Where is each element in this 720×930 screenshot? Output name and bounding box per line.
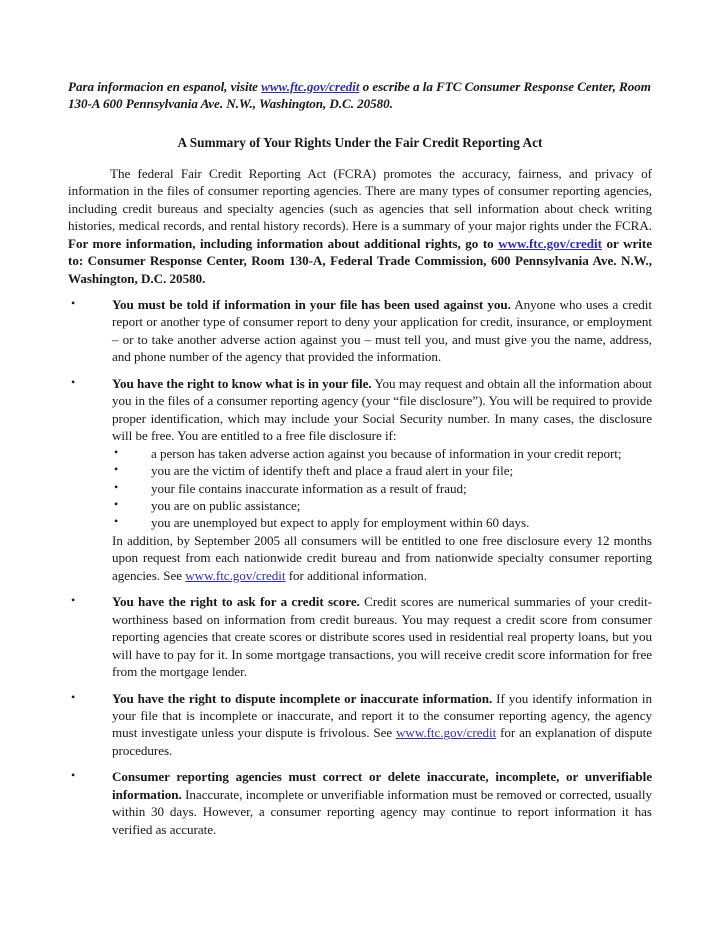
right-heading: You have the right to ask for a credit score.: [112, 594, 360, 610]
bullet-icon: •: [114, 462, 119, 477]
right-heading: You must be told if information in your file has been used against you.: [112, 296, 511, 312]
right-item-used-against-you: [68, 296, 652, 366]
bullet-icon: •: [114, 514, 119, 529]
spanish-notice-post-text: o escribe a la FTC Consumer Response Center, Room 130-A 600 Pennsylvania Ave. N.W., Washington, D.C. 20580.: [68, 79, 651, 112]
ftc-credit-link-dispute[interactable]: www.ftc.gov/credit: [395, 725, 497, 741]
right-item-correct-or-delete: [68, 768, 652, 838]
list-item-label: you are unemployed but expect to apply for employment within 60 days.: [151, 515, 530, 531]
right-heading: Consumer reporting agencies must correct or delete inaccurate, incomplete, or unverifiable information.: [112, 769, 652, 802]
list-item-label: you are on public assistance;: [151, 497, 301, 513]
list-item: [112, 497, 652, 514]
list-item-label: you are the victim of identify theft and place a fraud alert in your file;: [151, 463, 514, 479]
bullet-icon: •: [71, 593, 76, 608]
right-body: Inaccurate, incomplete or unverifiable information must be removed or corrected, usually within 30 days. However, a consumer reporting agency may continue to report information it has verified as accurate.: [112, 786, 652, 837]
list-item: [112, 445, 652, 462]
right-body: You may request and obtain all the information about you in the files of a consumer reporting agency (your “file disclosure”). You will be required to provide proper identification, which may include your Social Security number. In many cases, the disclosure will be free. You are entitled to a free file disclosure if:: [112, 375, 653, 444]
list-item: [112, 462, 652, 479]
bullet-icon: •: [114, 444, 119, 459]
right-body: Anyone who uses a credit report or another type of consumer report to deny your application for credit, insurance, or employment – or to take another adverse action against you – must tell you, and must give you the name, address, and phone number of the agency that provided the information.: [112, 296, 652, 365]
list-item: [112, 480, 652, 497]
intro-paragraph: [68, 165, 652, 287]
list-item-label: a person has taken adverse action against you because of information in your credit report;: [151, 445, 622, 461]
trailing-pre-text: In addition, by September 2005 all consumers will be entitled to one free disclosure every 12 months upon request from each nationwide credit bureau and from nationwide specialty consumer reporting agencies. See: [112, 532, 652, 583]
ftc-credit-link-spanish[interactable]: www.ftc.gov/credit: [261, 79, 360, 94]
bullet-icon: •: [71, 689, 76, 704]
right-item-ask-for-credit-score: [68, 593, 652, 680]
list-item-label: your file contains inaccurate information as a result of fraud;: [151, 480, 467, 496]
right-item-dispute-information: [68, 690, 652, 760]
list-item: [112, 514, 652, 531]
right-heading: You have the right to know what is in your file.: [112, 375, 372, 391]
right-body-post-link: for an explanation of dispute procedures.: [112, 725, 652, 758]
right-body: Credit scores are numerical summaries of your credit-worthiness based on information from credit bureaus. You may request a credit score from consumer reporting agencies that create scores or distribute scores used in residential real property loans, but you will have to pay for it. In some mortgage transactions, you will receive credit score information for free from the mortgage lender.: [112, 594, 652, 680]
bullet-icon: •: [71, 295, 76, 310]
document-body: [68, 78, 652, 838]
trailing-post-text: for additional information.: [285, 567, 427, 583]
intro-bold-part2: or write to: Consumer Response Center, Room 130-A, Federal Trade Commission, 600 Pennsylvania Ave. N.W., Washington, D.C. 20580.: [68, 235, 652, 286]
bullet-icon: •: [71, 374, 76, 389]
bullet-icon: •: [114, 479, 119, 494]
right-heading: You have the right to dispute incomplete or inaccurate information.: [112, 690, 493, 706]
bullet-icon: •: [71, 768, 76, 783]
rights-list: [68, 296, 652, 838]
ftc-credit-link-disclosure[interactable]: www.ftc.gov/credit: [185, 567, 286, 583]
spanish-notice: [68, 78, 652, 113]
ftc-credit-link-intro[interactable]: www.ftc.gov/credit: [498, 235, 602, 251]
intro-text-part1: The federal Fair Credit Reporting Act (FCRA) promotes the accuracy, fairness, and privacy of information in the files of consumer reporting agencies. There are many types of consumer reporting agencies, including credit bureaus and specialty agencies (such as agencies that sell information about check writing histories, medical records, and rental history records). Here is a summary of your major rights under the FCRA.: [68, 165, 652, 234]
free-disclosure-conditions-list: [112, 445, 652, 532]
right-item-know-whats-in-file: [68, 375, 652, 584]
free-disclosure-trailing-paragraph: [112, 532, 652, 584]
page-title: A Summary of Your Rights Under the Fair Credit Reporting Act: [177, 134, 543, 150]
spanish-notice-pre-text: Para informacion en espanol, visite: [68, 79, 262, 94]
intro-bold-part1: For more information, including information about additional rights, go to: [68, 235, 499, 251]
bullet-icon: •: [114, 496, 119, 511]
right-body-pre-link: If you identify information in your file that is incomplete or inaccurate, and report it to the consumer reporting agency, the agency must investigate unless your dispute is frivolous. See: [112, 690, 652, 741]
